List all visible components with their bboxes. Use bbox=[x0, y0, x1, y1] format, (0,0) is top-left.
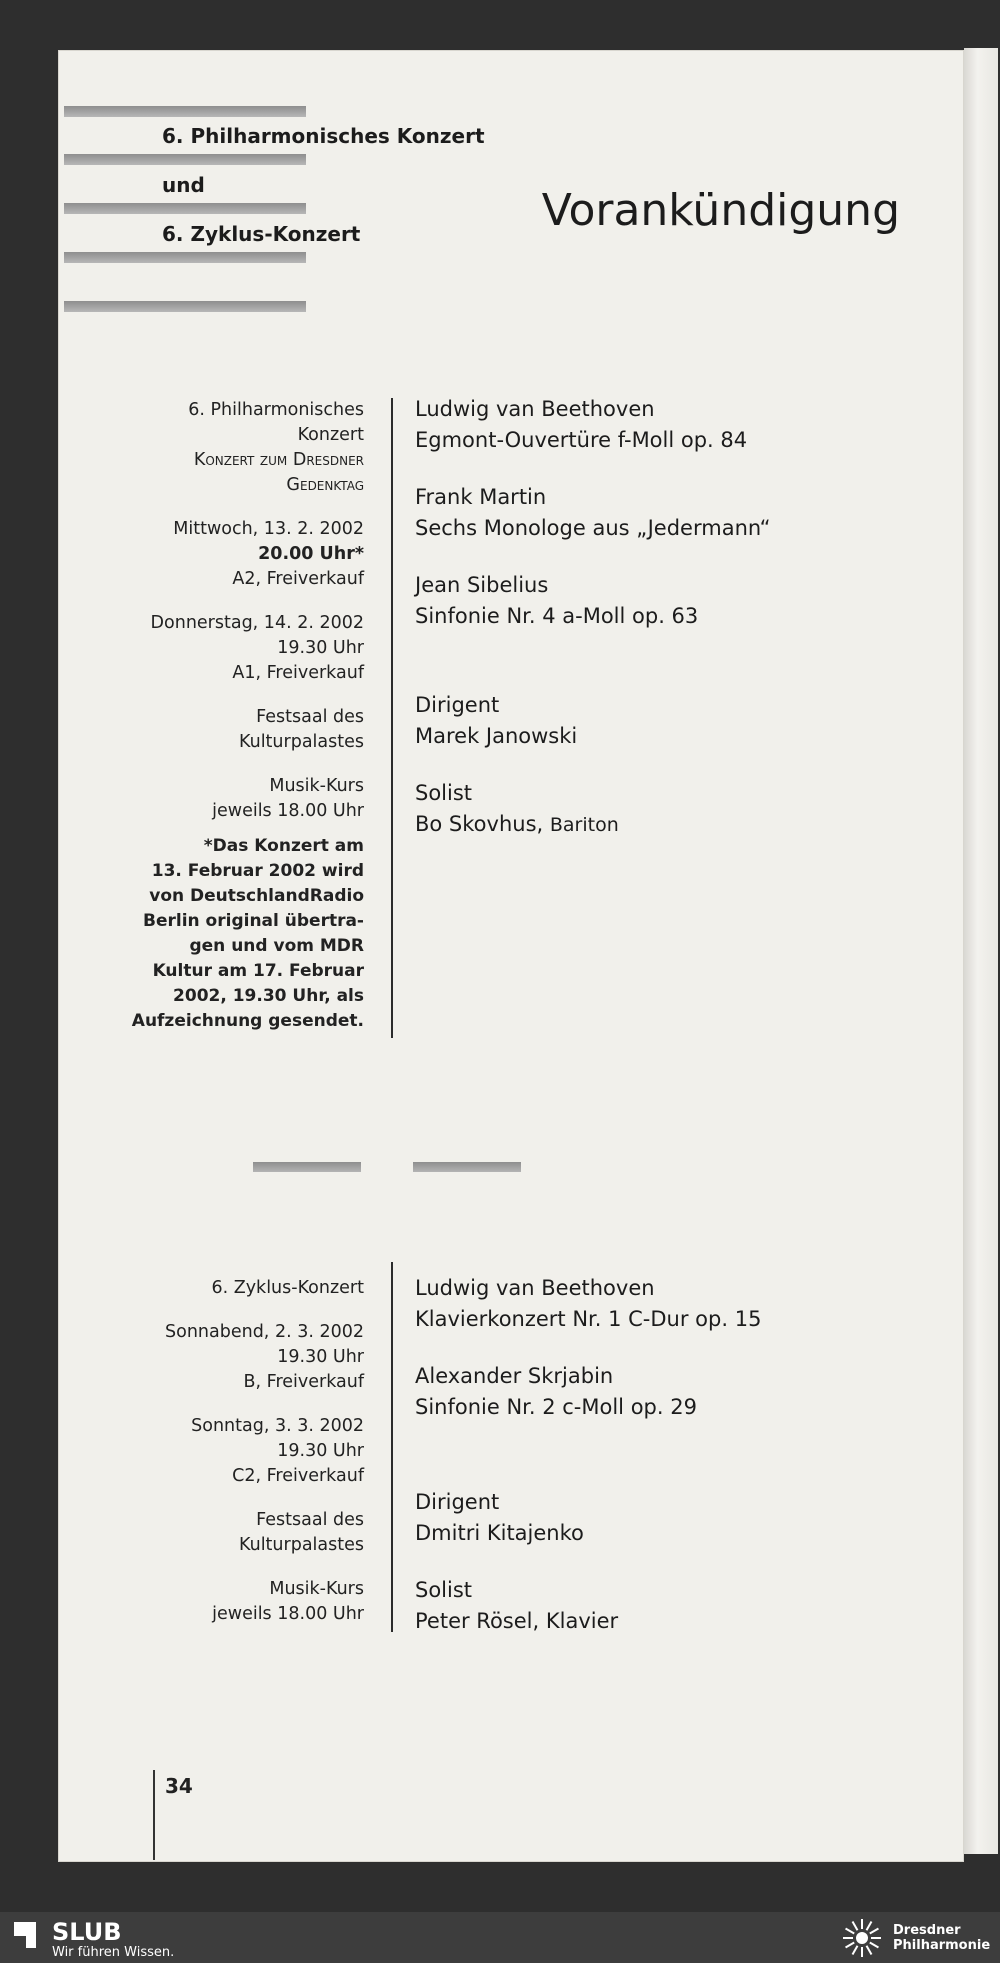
composer-name: Alexander Skrjabin bbox=[415, 1364, 614, 1388]
concert-subtitle: Konzert zum Dresdner bbox=[193, 450, 364, 470]
column-rule bbox=[391, 1262, 393, 1632]
page-title: Vorankündigung bbox=[541, 185, 900, 236]
ticket-line: A2, Freiverkauf bbox=[232, 569, 364, 589]
soloist-name: Peter Rösel, Klavier bbox=[415, 1609, 619, 1633]
concert1-program bbox=[415, 394, 935, 841]
soloist-line bbox=[415, 809, 935, 841]
series-line: 6. Philharmonisches bbox=[188, 400, 364, 420]
partner-name[interactable] bbox=[893, 1923, 990, 1953]
note-line: 13. Februar 2002 wird bbox=[151, 861, 364, 881]
soloist-label: Solist bbox=[415, 781, 473, 805]
concert2-program bbox=[415, 1273, 935, 1637]
composer-name: Frank Martin bbox=[415, 485, 547, 509]
soloist-name: Bo Skovhus, bbox=[415, 812, 544, 836]
work-title: Sinfonie Nr. 2 c-Moll op. 29 bbox=[415, 1395, 697, 1419]
date-line: Sonntag, 3. 3. 2002 bbox=[191, 1416, 364, 1436]
header-stripe bbox=[64, 252, 306, 263]
work-title: Sechs Monologe aus „Jedermann“ bbox=[415, 516, 771, 540]
concert-subtitle: Gedenktag bbox=[286, 475, 364, 495]
header-stripe bbox=[64, 106, 306, 117]
composer-name: Ludwig van Beethoven bbox=[415, 1276, 655, 1300]
partner-name-line: Philharmonie bbox=[893, 1938, 991, 1953]
course-line: jeweils 18.00 Uhr bbox=[212, 1604, 364, 1624]
course-line: Musik-Kurs bbox=[269, 776, 364, 796]
venue-line: Kulturpalastes bbox=[239, 732, 364, 752]
time-line: 19.30 Uhr bbox=[277, 1347, 364, 1367]
page-number-rule bbox=[153, 1770, 155, 1860]
note-line: gen und vom MDR bbox=[189, 936, 364, 956]
time-line: 19.30 Uhr bbox=[277, 638, 364, 658]
soloist-label: Solist bbox=[415, 1578, 473, 1602]
note-line: Kultur am 17. Februar bbox=[152, 961, 364, 981]
partner-name-line: Dresdner bbox=[893, 1923, 961, 1938]
ticket-line: A1, Freiverkauf bbox=[232, 663, 364, 683]
course-line: jeweils 18.00 Uhr bbox=[212, 801, 364, 821]
note-line: 2002, 19.30 Uhr, als bbox=[173, 986, 364, 1006]
section-separator bbox=[253, 1162, 361, 1172]
header-line-3: 6. Zyklus-Konzert bbox=[162, 222, 361, 246]
ticket-line: B, Freiverkauf bbox=[243, 1372, 364, 1392]
header-stripe bbox=[64, 301, 306, 312]
broadcast-note bbox=[124, 834, 364, 1034]
conductor-label: Dirigent bbox=[415, 1490, 500, 1514]
conductor-label: Dirigent bbox=[415, 693, 500, 717]
header-line-2: und bbox=[162, 173, 205, 197]
conductor-name: Marek Janowski bbox=[415, 724, 578, 748]
library-tagline: Wir führen Wissen. bbox=[52, 1945, 175, 1960]
library-name[interactable]: SLUB bbox=[52, 1918, 122, 1946]
work-title: Egmont-Ouvertüre f-Moll op. 84 bbox=[415, 428, 748, 452]
page-edge bbox=[964, 48, 998, 1854]
column-rule bbox=[391, 398, 393, 1038]
soloist-role: Bariton bbox=[549, 814, 619, 836]
time-line: 20.00 Uhr* bbox=[258, 544, 364, 564]
header-line-1: 6. Philharmonisches Konzert bbox=[162, 124, 485, 148]
work-title: Klavierkonzert Nr. 1 C-Dur op. 15 bbox=[415, 1307, 762, 1331]
conductor-name: Dmitri Kitajenko bbox=[415, 1521, 584, 1545]
header-stripe bbox=[64, 203, 306, 214]
work-title: Sinfonie Nr. 4 a-Moll op. 63 bbox=[415, 604, 699, 628]
series-line: 6. Zyklus-Konzert bbox=[211, 1278, 364, 1298]
composer-name: Jean Sibelius bbox=[415, 573, 549, 597]
date-line: Sonnabend, 2. 3. 2002 bbox=[165, 1322, 364, 1342]
slub-logo-icon bbox=[12, 1920, 38, 1950]
time-line: 19.30 Uhr bbox=[277, 1441, 364, 1461]
date-line: Donnerstag, 14. 2. 2002 bbox=[150, 613, 364, 633]
composer-name: Ludwig van Beethoven bbox=[415, 397, 655, 421]
course-line: Musik-Kurs bbox=[269, 1579, 364, 1599]
concert2-details bbox=[124, 1276, 364, 1627]
venue-line: Kulturpalastes bbox=[239, 1535, 364, 1555]
header-stripe bbox=[64, 154, 306, 165]
footer-bar bbox=[0, 1912, 1000, 1963]
date-line: Mittwoch, 13. 2. 2002 bbox=[173, 519, 364, 539]
series-line: Konzert bbox=[297, 425, 364, 445]
venue-line: Festsaal des bbox=[256, 1510, 364, 1530]
note-line: *Das Konzert am bbox=[203, 836, 364, 856]
note-line: Berlin original übertra- bbox=[143, 911, 364, 931]
concert1-details bbox=[124, 398, 364, 1034]
sunburst-logo-icon bbox=[841, 1917, 883, 1959]
note-line: von DeutschlandRadio bbox=[149, 886, 364, 906]
page-number: 34 bbox=[165, 1774, 193, 1798]
venue-line: Festsaal des bbox=[256, 707, 364, 727]
section-separator bbox=[413, 1162, 521, 1172]
note-line: Aufzeichnung gesendet. bbox=[131, 1011, 364, 1031]
ticket-line: C2, Freiverkauf bbox=[232, 1466, 364, 1486]
